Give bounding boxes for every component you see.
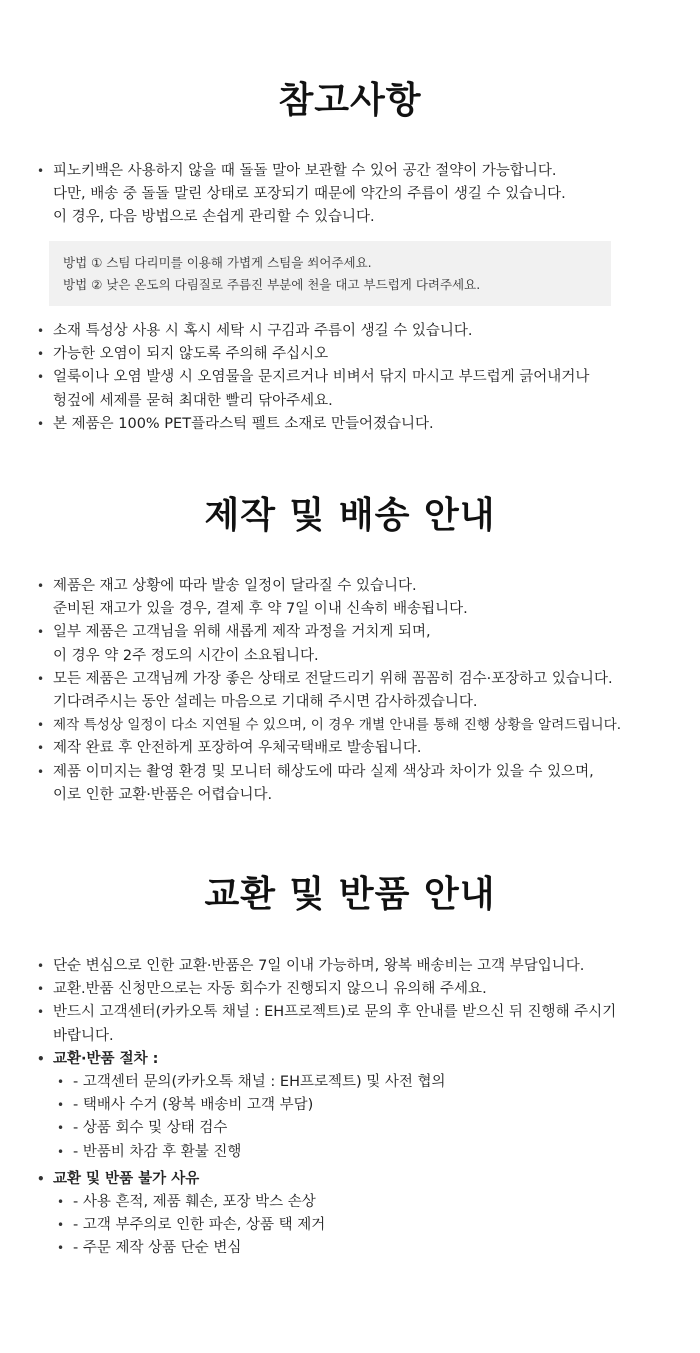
procedure-step: • - 고객센터 문의(카카오톡 채널 : EH프로젝트) 및 사전 협의 [57,1071,616,1094]
procedure-step: • - 반품비 차감 후 환불 진행 [57,1141,616,1164]
list-item: • 제품은 재고 상황에 따라 발송 일정이 달라질 수 있습니다. 준비된 재고가 있을 경우, 결제 후 약 7일 이내 신속히 배송됩니다. [37,575,621,621]
procedure-heading: • 교환·반품 절차 : [53,1050,159,1067]
reference-title: 참고사항 [278,80,422,121]
not-allowed-reason: • - 사용 흔적, 제품 훼손, 포장 박스 손상 [57,1191,616,1214]
not-allowed-reason: • - 주문 제작 상품 단순 변심 [57,1237,616,1260]
procedure-step: • - 택배사 수거 (왕복 배송비 고객 부담) [57,1094,616,1117]
care-method-box [49,241,611,306]
list-item: • 제품 이미지는 촬영 환경 및 모니터 해상도에 따라 실제 색상과 차이가 있을 수 있으며, 이로 인한 교환·반품은 어렵습니다. [37,761,621,807]
care-method-2: 방법 ② 낮은 온도의 다림질로 주름진 부분에 천을 대고 부드럽게 다려주세요. [63,277,481,292]
list-item: • 일부 제품은 고객님을 위해 새롭게 제작 과정을 거치게 되며, 이 경우 약 2주 정도의 시간이 소요됩니다. [37,621,621,667]
list-item: • 얼룩이나 오염 발생 시 오염물을 문지르거나 비벼서 닦지 마시고 부드럽게 긁어내거나 헝겊에 세제를 묻혀 최대한 빨리 닦아주세요. [37,366,589,412]
not-allowed-reasons [53,1191,616,1261]
procedure-step: • - 상품 회수 및 상태 검수 [57,1117,616,1140]
list-item: • 반드시 고객센터(카카오톡 채널 : EH프로젝트)로 문의 후 안내를 받으신 뒤 진행해 주시기 바랍니다. [37,1001,616,1047]
list-item: • 피노키백은 사용하지 않을 때 돌돌 말아 보관할 수 있어 공간 절약이 가능합니다. 다만, 배송 중 돌돌 말린 상태로 포장되기 때문에 약간의 주름이 생길 수 있습니다. 이 경우, 다음 방법으로 손쉽게 관리할 수 있습니다. [37,160,566,230]
list-item: • 본 제품은 100% PET플라스틱 펠트 소재로 만들어졌습니다. [37,413,589,436]
list-item: • 가능한 오염이 되지 않도록 주의해 주십시오 [37,343,589,366]
procedure-steps [53,1071,616,1164]
reference-list-top [37,160,566,230]
production-title: 제작 및 배송 안내 [204,495,496,536]
list-item: • 제작 완료 후 안전하게 포장하여 우체국택배로 발송됩니다. [37,737,621,760]
not-allowed-reason: • - 고객 부주의로 인한 파손, 상품 택 제거 [57,1214,616,1237]
list-item: • 소재 특성상 사용 시 혹시 세탁 시 구김과 주름이 생길 수 있습니다. [37,320,589,343]
exchange-list [37,955,616,1261]
reference-list-bottom [37,320,589,436]
list-item: • 교환.반품 신청만으로는 자동 회수가 진행되지 않으니 유의해 주세요. [37,978,616,1001]
list-item: • 모든 제품은 고객님께 가장 좋은 상태로 전달드리기 위해 꼼꼼히 검수·포장하고 있습니다. 기다려주시는 동안 설레는 마음으로 기대해 주시면 감사하겠습니다. [37,668,621,714]
list-item: • 단순 변심으로 인한 교환·반품은 7일 이내 가능하며, 왕복 배송비는 고객 부담입니다. [37,955,616,978]
list-item: • 제작 특성상 일정이 다소 지연될 수 있으며, 이 경우 개별 안내를 통해 진행 상황을 알려드립니다. [37,714,621,737]
production-list [37,575,621,807]
procedure-item [37,1048,616,1164]
care-method-1: 방법 ① 스팀 다리미를 이용해 가볍게 스팀을 쐬어주세요. [63,255,372,270]
exchange-title: 교환 및 반품 안내 [204,874,496,915]
not-allowed-item [37,1168,616,1261]
not-allowed-heading: • 교환 및 반품 불가 사유 [53,1170,200,1187]
